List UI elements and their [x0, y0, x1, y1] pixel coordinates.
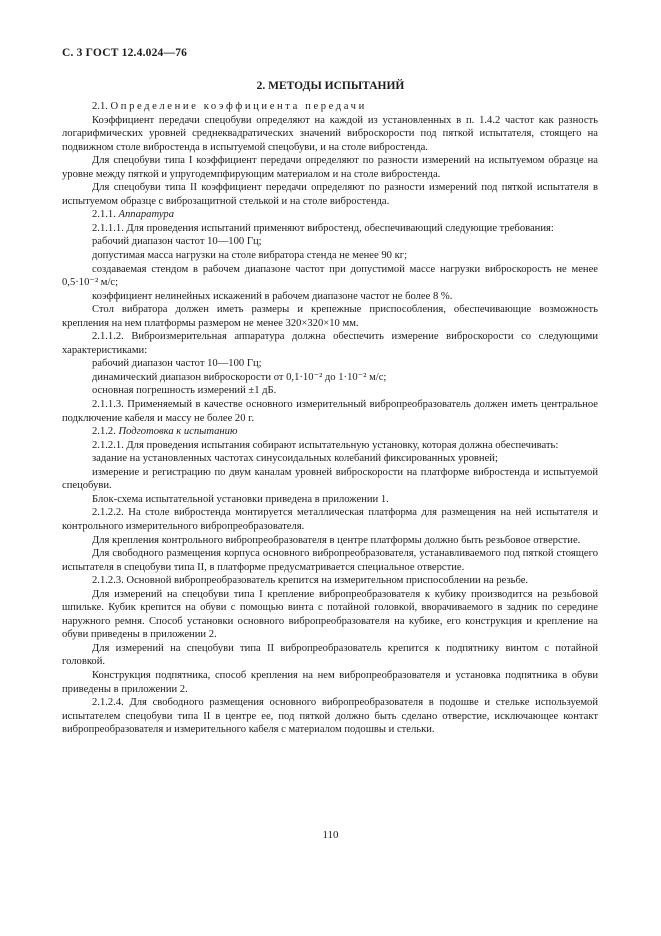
list-item: основная погрешность измерений ±1 дБ.: [92, 385, 277, 397]
subsection-number: 2.1.: [92, 101, 108, 112]
subsection-title: Аппаратура: [118, 209, 174, 221]
subsection-heading-2-1: [62, 100, 598, 114]
paragraph: 2.1.2.3. Основной вибропреобразователь крепится на измерительном приспособлении на резьбе.: [92, 575, 529, 587]
subsection-number: 2.1.2.: [92, 426, 116, 438]
section-title: 2. МЕТОДЫ ИСПЫТАНИЙ: [256, 80, 405, 92]
subsection-title: Подготовка к испытанию: [118, 426, 238, 438]
paragraph: Конструкция подпятника, способ крепления на нем вибропреобразователя и установка подпятника в обуви приведены в приложении 2.: [62, 669, 598, 695]
list-item: задание на установленных частотах синусоидальных колебаний фиксированных уровней;: [92, 453, 498, 465]
paragraph: Для спецобуви типа II коэффициент передачи определяют по разности измерений под пяткой испытателя в испытуемом образце с виброзащитной стелькой и на столе вибростенда.: [62, 182, 598, 207]
list-item: динамический диапазон виброскорости от 0,1·10⁻² до 1·10⁻² м/с;: [92, 371, 387, 383]
list-item: создаваемая стендом в рабочем диапазоне частот при допустимой массе нагрузки виброскорость не менее 0,5·10⁻² м/с;: [62, 263, 598, 289]
page-number: 110: [322, 829, 339, 841]
paragraph: Для измерений на спецобуви типа I крепление вибропреобразователя к кубику производится на резьбовой шпильке. Кубик крепится на обуви с помощью винта с потайной головкой, вворачиваемого в задник по середине наружного ремня. Способ установки основного вибропреобразователя на кубике, его конструкция и крепление на обуви приведены в приложении 2.: [62, 588, 598, 641]
list-item: коэффициент нелинейных искажений в рабочем диапазоне частот не более 8 %.: [92, 290, 453, 302]
list-item: измерение и регистрацию по двум каналам уровней виброскорости на платформе вибростенда и испытуемой спецобуви.: [62, 466, 598, 492]
paragraph: Для спецобуви типа I коэффициент передачи определяют по разности измерений на испытуемом образце на уровне между пяткой и упругодемпфирующим материалом и на столе вибростенда.: [62, 155, 598, 180]
list-item: рабочий диапазон частот 10—100 Гц;: [92, 236, 262, 248]
paragraph: 2.1.2.1. Для проведения испытания собирают испытательную установку, которая должна обеспечивать:: [92, 439, 559, 451]
paragraph: Стол вибратора должен иметь размеры и крепежные приспособления, обеспечивающие возможность крепления на нем платформы размером не менее 320×320×10 мм.: [62, 304, 598, 329]
paragraph: Коэффициент передачи спецобуви определяют на каждой из установленных в п. 1.4.2 частот как разность логарифмических уровней среднеквадратических значений виброскорости под пяткой испытателя, стоящего на подвижном столе вибростенда в испытуемой спецобуви, и на столе вибростенда.: [62, 114, 598, 153]
paragraph: 2.1.1.1. Для проведения испытаний применяют вибростенд, обеспечивающий следующие требования:: [92, 222, 554, 234]
paragraph: 2.1.2.4. Для свободного размещения основного вибропреобразователя в подошве и стельке используемой испытателем спецобуви типа II в центре ее, под пяткой должно быть сделано отверстие, исключающее контакт вибропреобразователя и измерительного кабеля с материалом подошвы и стельки.: [62, 697, 598, 736]
paragraph: Блок-схема испытательной установки приведена в приложении 1.: [92, 493, 389, 505]
paragraph: 2.1.1.2. Виброизмерительная аппаратура должна обеспечить измерение виброскорости со следующими характеристиками:: [62, 331, 598, 356]
list-item: допустимая масса нагрузки на столе вибратора стенда не менее 90 кг;: [92, 250, 408, 262]
subsection-heading-2-1-1: [62, 208, 598, 222]
paragraph: Для свободного размещения корпуса основного вибропреобразователя, устанавливаемого под пяткой стоящего испытателя в спецобуви типа II, в платформе предусматривается специальное отверстие.: [62, 548, 598, 573]
paragraph: Для измерений на спецобуви типа II вибропреобразователь крепится к подпятнику винтом с потайной головкой.: [62, 642, 598, 668]
document-header: С. 3 ГОСТ 12.4.024—76: [62, 47, 188, 59]
document-body: [62, 100, 598, 737]
subsection-heading-2-1-2: [62, 425, 598, 439]
subsection-number: 2.1.1.: [92, 209, 116, 221]
paragraph: 2.1.1.3. Применяемый в качестве основного измерительный вибропреобразователь должен иметь центральное подключение кабеля и массу не более 20 г.: [62, 399, 598, 424]
subsection-title: Определение коэффициента передачи: [110, 101, 367, 112]
list-item: рабочий диапазон частот 10—100 Гц;: [92, 358, 262, 370]
paragraph: 2.1.2.2. На столе вибростенда монтируется металлическая платформа для размещения на ней испытателя и контрольного измерительного вибропреобразователя.: [62, 507, 598, 532]
paragraph: Для крепления контрольного вибропреобразователя в центре платформы должно быть резьбовое отверстие.: [92, 534, 581, 546]
